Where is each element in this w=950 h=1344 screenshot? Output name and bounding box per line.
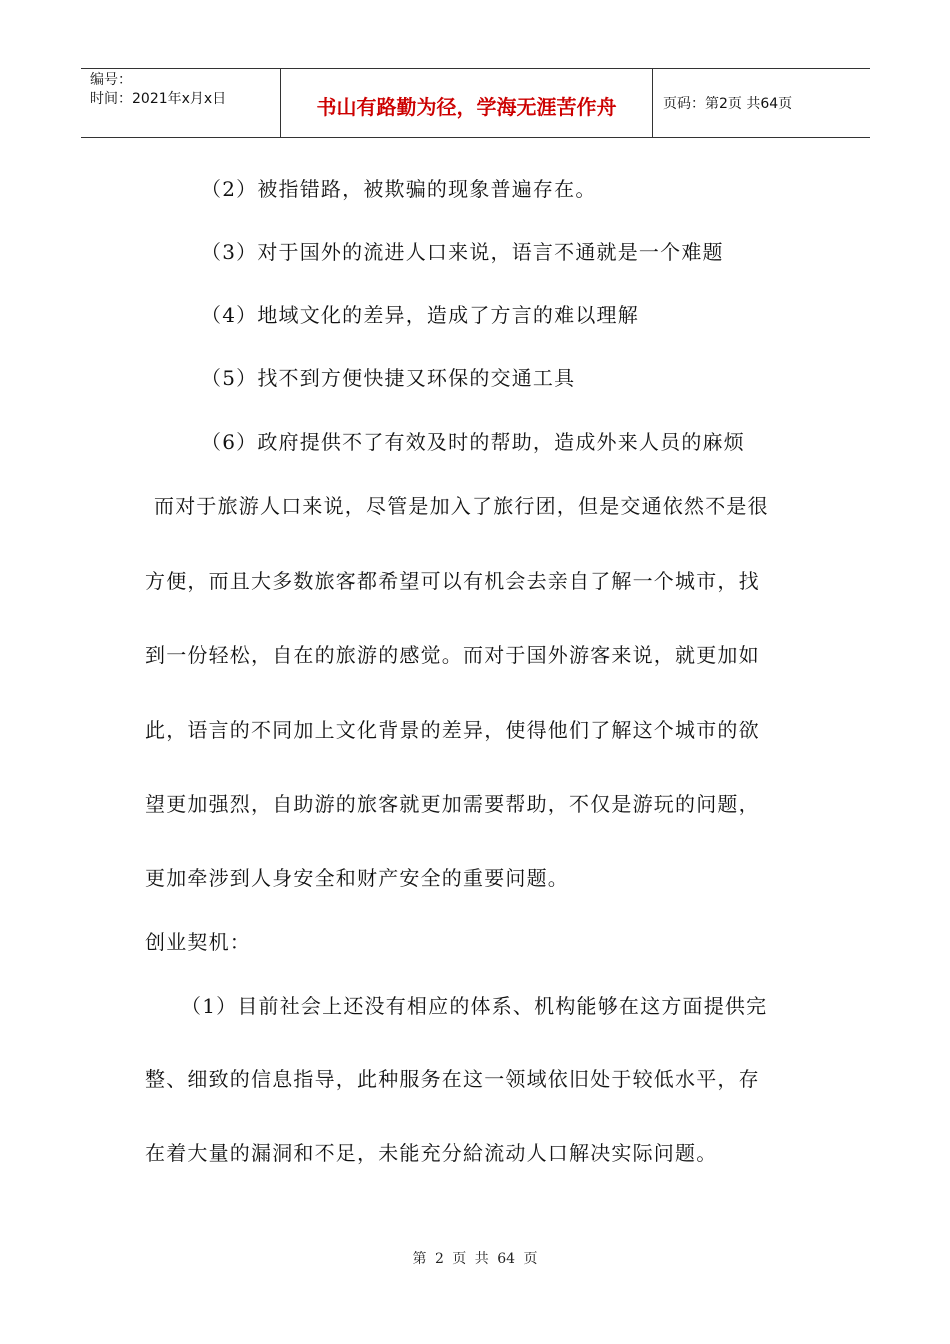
paragraph-line: （6）政府提供不了有效及时的帮助，造成外来人员的麻烦 bbox=[201, 430, 745, 454]
paragraph-line: 整、细致的信息指导，此种服务在这一领域依旧处于较低水平，存 bbox=[145, 1067, 760, 1091]
motto: 书山有路勤为径，学海无涯苦作舟 bbox=[316, 94, 617, 119]
page-header bbox=[81, 68, 870, 138]
paragraph-line: 而对于旅游人口来说，尽管是加入了旅行团，但是交通依然不是很 bbox=[154, 494, 769, 518]
section-heading: 创业契机： bbox=[145, 930, 251, 954]
header-meta bbox=[81, 69, 281, 137]
paragraph-line: （3）对于国外的流进人口来说，语言不通就是一个难题 bbox=[201, 240, 724, 264]
paragraph-line: （1）目前社会上还没有相应的体系、机构能够在这方面提供完 bbox=[181, 994, 768, 1018]
paragraph-line: （5）找不到方便快捷又环保的交通工具 bbox=[201, 366, 576, 390]
paragraph-line: （2）被指错路，被欺骗的现象普遍存在。 bbox=[201, 177, 597, 201]
page-info: 页码：第2页 共64页 bbox=[663, 96, 793, 112]
header-page-info-cell bbox=[653, 69, 870, 137]
paragraph-line: 在着大量的漏洞和不足，未能充分給流动人口解决实际问题。 bbox=[145, 1141, 718, 1165]
number-label: 编号： bbox=[90, 72, 132, 88]
page-footer: 第 2 页 共 64 页 bbox=[412, 1251, 538, 1267]
paragraph-line: （4）地域文化的差异，造成了方言的难以理解 bbox=[201, 303, 639, 327]
paragraph-line: 方便，而且大多数旅客都希望可以有机会去亲自了解一个城市，找 bbox=[145, 569, 760, 593]
time-label: 时间：2021年x月x日 bbox=[90, 91, 227, 107]
paragraph-line: 此，语言的不同加上文化背景的差异，使得他们了解这个城市的欲 bbox=[145, 718, 760, 742]
header-motto-cell bbox=[281, 69, 653, 137]
paragraph-line: 到一份轻松，自在的旅游的感觉。而对于国外游客来说，就更加如 bbox=[145, 643, 760, 667]
paragraph-line: 更加牵涉到人身安全和财产安全的重要问题。 bbox=[145, 866, 569, 890]
paragraph-line: 望更加强烈，自助游的旅客就更加需要帮助，不仅是游玩的问题， bbox=[145, 792, 760, 816]
